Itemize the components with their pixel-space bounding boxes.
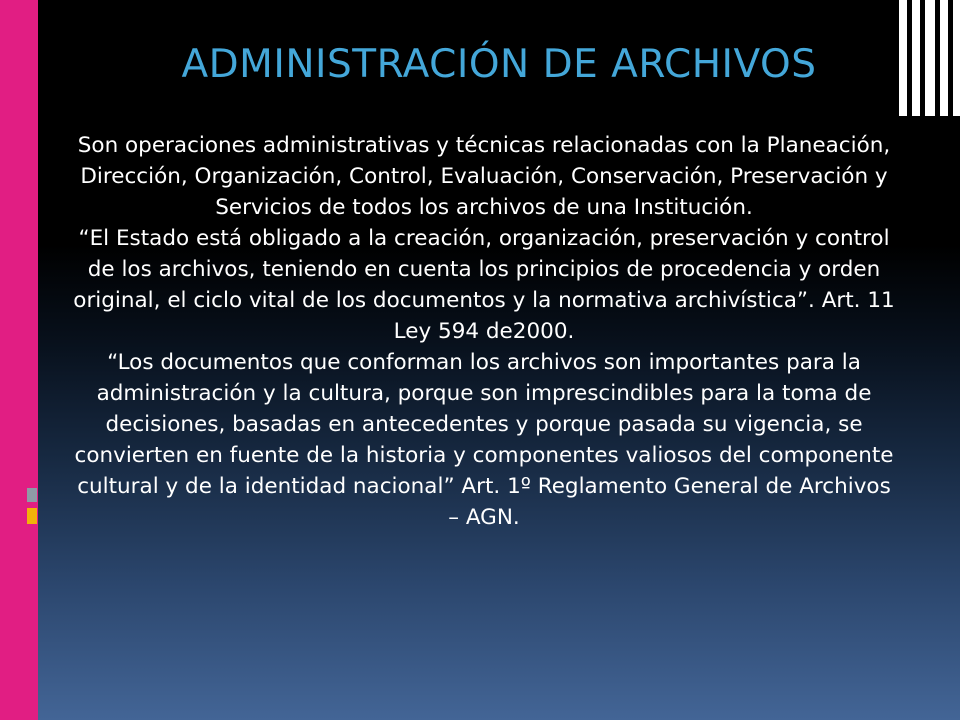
accent-square-magenta [27,474,37,484]
title-row [38,44,960,87]
paragraph-law-594: “El Estado está obligado a la creación, organización, preservación y control de los archivos, teniendo en cuenta los principios de procedencia y orden original, el ciclo vital de los documentos y la normativa archivística”. Art. 11 Ley 594 de2000. [73,226,895,344]
slide-title: ADMINISTRACIÓN DE ARCHIVOS [181,42,817,87]
slide-body [70,130,898,533]
paragraph-regulation: “Los documentos que conforman los archivos son importantes para la administración y la cultura, porque son imprescindibles para la toma de decisiones, basadas en antecedentes y porque pasada su vigencia, se convierten en fuente de la historia y componentes valiosos del componente cultural y de la identidad nacional” Art. 1º Reglamento General de Archivos – AGN. [74,350,894,530]
accent-square-gray [27,488,37,502]
left-accent-strip [0,0,38,720]
accent-square-yellow [27,508,37,524]
paragraph-definition: Son operaciones administrativas y técnicas relacionadas con la Planeación, Dirección, Organización, Control, Evaluación, Conservación, Preservación y Servicios de todos los archivos de una Institución. [77,133,891,220]
decorative-bars [899,0,960,720]
